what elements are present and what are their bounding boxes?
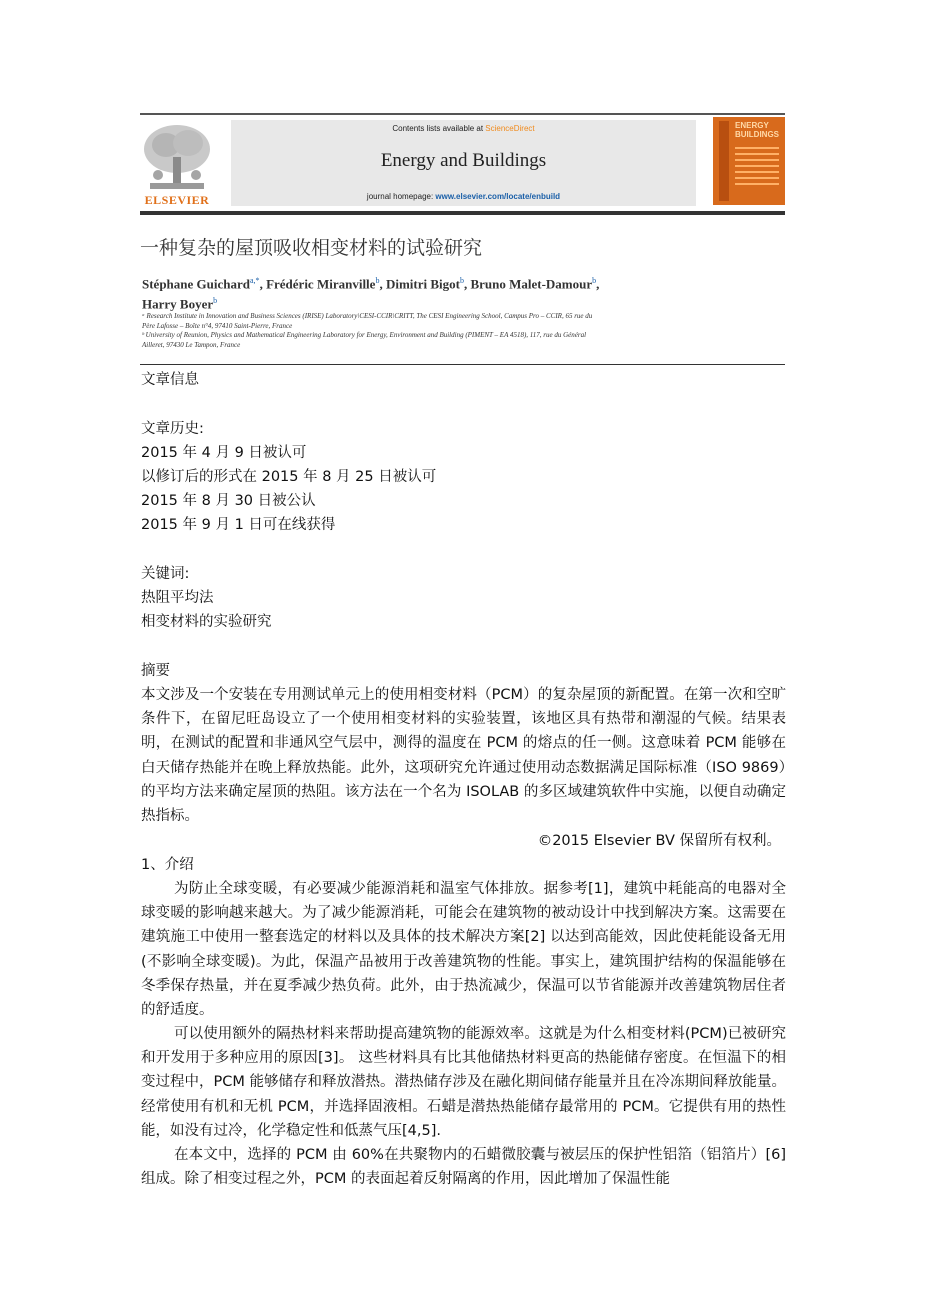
author-name: Harry Boyer <box>142 296 214 312</box>
article-info-heading: 文章信息 <box>141 372 199 388</box>
header-bottom-rule <box>140 211 785 215</box>
journal-header <box>140 117 785 209</box>
cover-stripe <box>719 121 729 201</box>
homepage-prefix: journal homepage: <box>366 192 436 201</box>
sciencedirect-link[interactable]: ScienceDirect <box>485 124 535 133</box>
author-name: , Bruno Malet-Damour <box>463 276 593 292</box>
homepage-url-link[interactable]: www.elsevier.com/locate/enbuild <box>435 192 561 201</box>
copyright-notice: ©2015 Elsevier BV 保留所有权利。 <box>537 833 781 849</box>
journal-banner <box>231 120 696 206</box>
author-name: , Dimitri Bigot <box>379 276 460 292</box>
intro-heading: 1、介绍 <box>141 857 194 873</box>
affiliation-marker[interactable]: b <box>213 296 218 306</box>
affiliation-b-line2: Ailleret, 97430 Le Tampon, France <box>142 340 241 349</box>
history-online: 2015 年 9 月 1 日可在线获得 <box>141 517 336 533</box>
affiliation-marker[interactable]: b <box>459 276 464 285</box>
affiliation-b-line1: ᵇ University of Reunion, Physics and Mathematical Engineering Laboratory for Energy, Environment and Building (PIMENT – EA 4518), 117, rue du Général <box>142 331 587 339</box>
cover-title-text: ENERGY BUILDINGS <box>735 121 779 139</box>
author-name: Stéphane Guichard <box>142 276 250 292</box>
cover-title <box>735 121 779 139</box>
affiliation-a-line2: Père Lafosse – Boîte n°4, 97410 Saint-Pierre, France <box>142 321 293 330</box>
publisher-name: ELSEVIER <box>144 193 210 207</box>
affiliation-marker[interactable]: b <box>375 276 380 285</box>
author-name: , Frédéric Miranville <box>259 276 376 292</box>
contents-line <box>231 124 696 133</box>
intro-paragraph-3: 在本文中，选择的 PCM 由 60%在共聚物内的石蜡微胶囊与被层压的保护性铝箔（铝箔片）[6]组成。除了相变过程之外，PCM 的表面起着反射隔离的作用，因此增加了保温性能 <box>141 1147 786 1188</box>
keyword-item: 相变材料的实验研究 <box>141 614 272 630</box>
affiliation-marker[interactable]: b <box>592 276 597 285</box>
keywords-label: 关键词: <box>141 566 190 582</box>
history-revised: 以修订后的形式在 2015 年 8 月 25 日被认可 <box>141 469 437 485</box>
history-accepted: 2015 年 8 月 30 日被公认 <box>141 493 316 509</box>
section-divider <box>140 364 785 365</box>
abstract-heading: 摘要 <box>141 663 170 679</box>
author-list <box>142 272 599 313</box>
keyword-item: 热阻平均法 <box>141 590 214 606</box>
history-received: 2015 年 4 月 9 日被认可 <box>141 445 307 461</box>
history-label: 文章历史: <box>141 421 204 437</box>
intro-paragraph-2: 可以使用额外的隔热材料来帮助提高建筑物的能源效率。这就是为什么相变材料(PCM)已被研究和开发用于多种应用的原因[3]。 这些材料具有比其他储热材料更高的热能储存密度。在恒温下的相变过程中，PCM 能够储存和释放潜热。潜热储存涉及在融化期间储存能量并且在冷冻期间释放能量。经常使用有机和无机 PCM，并选择固液相。石蜡是潜热热能储存最常用的 PCM。它提供有用的热性能，如没有过冷，化学稳定性和低蒸气压[4,5]. <box>141 1026 786 1139</box>
contents-prefix: Contents lists available at <box>392 124 486 133</box>
cover-lines <box>735 147 779 189</box>
homepage-line <box>231 192 696 201</box>
author-separator: , <box>596 276 600 292</box>
header-top-rule <box>140 113 785 115</box>
abstract-body: 本文涉及一个安装在专用测试单元上的使用相变材料（PCM）的复杂屋顶的新配置。在第一次和空旷条件下，在留尼旺岛设立了一个使用相变材料的实验装置，该地区具有热带和潮湿的气候。结果表明，在测试的配置和非通风空气层中，测得的温度在 PCM 的熔点的任一侧。这意味着 PCM 能够在白天储存热能并在晚上释放热能。此外，这项研究允许通过使用动态数据满足国际标准（ISO 9869）的平均方法来确定屋顶的热阻。该方法在一个名为 ISOLAB 的多区域建筑软件中实施，以便自动确定热指标。 <box>141 687 786 825</box>
affiliation-a-line1: ᵃ Research Institute in Innovation and Business Sciences (IRISE) Laboratory\CESI-CCIR\CRITT, The CESI Engineering School, Campus Pro – CCIR, 65 rue du <box>142 312 593 320</box>
paper-title: 一种复杂的屋顶吸收相变材料的试验研究 <box>140 237 483 259</box>
intro-paragraph-1: 为防止全球变暖，有必要减少能源消耗和温室气体排放。据参考[1]，建筑中耗能高的电器对全球变暖的影响越来越大。为了减少能源消耗，可能会在建筑物的被动设计中找到解决方案。这需要在建筑施工中使用一整套选定的材料以及具体的技术解决方案[2] 以达到高能效，因此使耗能设备无用(不影响全球变暖)。为此，保温产品被用于改善建筑物的性能。事实上，建筑围护结构的保温能够在冬季保存热量，并在夏季减少热负荷。此外，由于热流减少，保温可以节省能源并改善建筑物居住者的舒适度。 <box>141 881 786 1019</box>
journal-title: Energy and Buildings <box>380 150 547 171</box>
affiliation-marker[interactable]: a,* <box>250 276 260 285</box>
journal-cover-image <box>713 117 785 205</box>
affiliations <box>142 312 592 350</box>
